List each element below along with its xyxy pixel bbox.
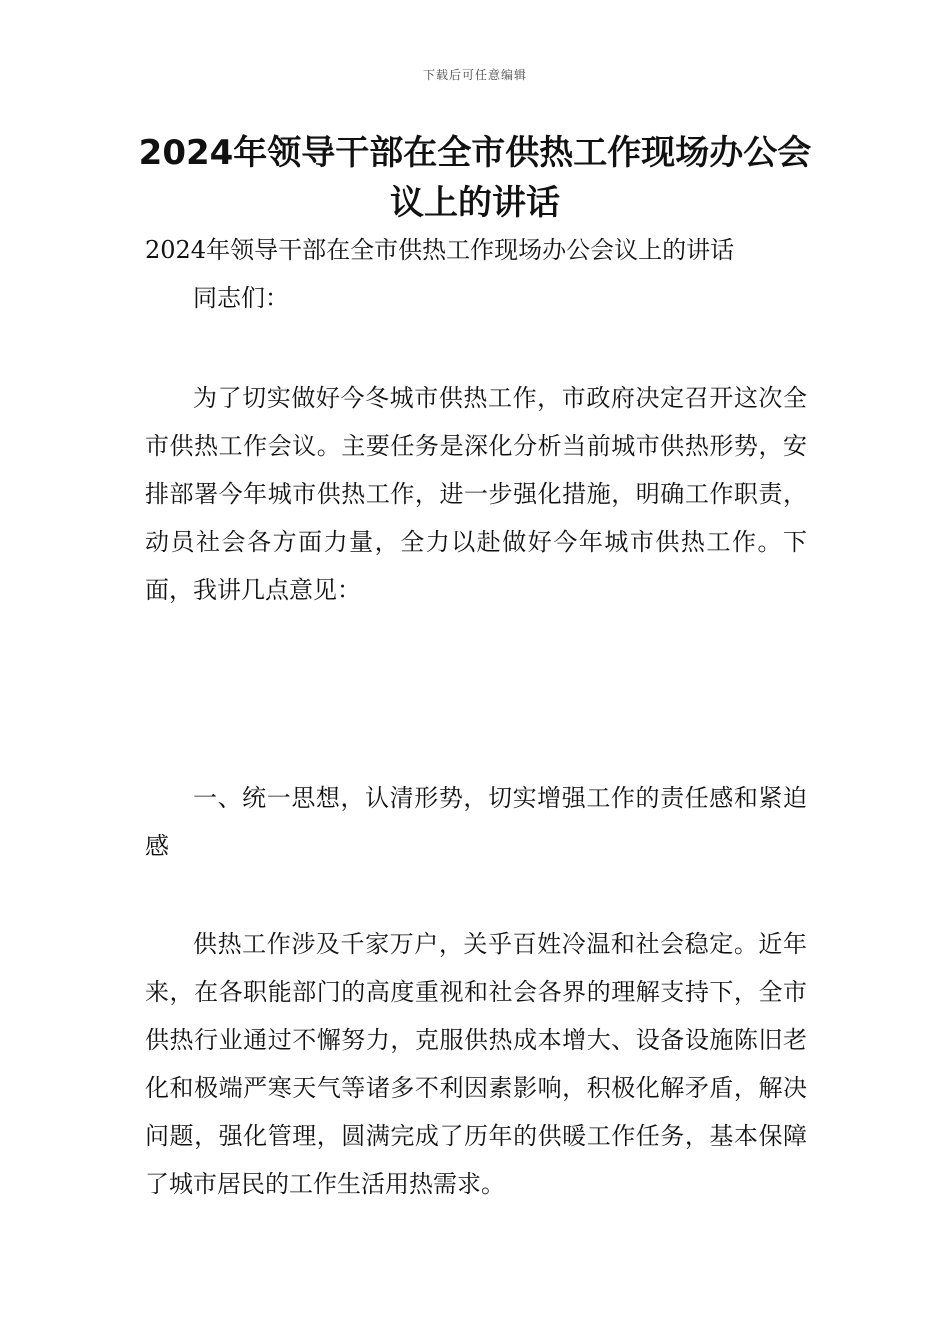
document-title: 2024年领导干部在全市供热工作现场办公会议上的讲话 xyxy=(138,133,812,223)
section-heading-1: 一、统一思想，认清形势，切实增强工作的责任感和紧迫感 xyxy=(145,784,807,860)
paragraph-intro: 为了切实做好今冬城市供热工作，市政府决定召开这次全市供热工作会议。主要任务是深化分析当前城市供热形势，安排部署今年城市供热工作，进一步强化措施，明确工作职责，动员社会各方面力量，全力以赴做好今年城市供热工作。下面，我讲几点意见： xyxy=(145,384,807,604)
document-subtitle: 2024年领导干部在全市供热工作现场办公会议上的讲话 xyxy=(145,236,735,264)
greeting: 同志们： xyxy=(193,284,289,312)
paragraph-section-1: 供热工作涉及千家万户，关乎百姓冷温和社会稳定。近年来，在各职能部门的高度重视和社会各界的理解支持下，全市供热行业通过不懈努力，克服供热成本增大、设备设施陈旧老化和极端严寒天气等诸多不利因素影响，积极化解矛盾，解决问题，强化管理，圆满完成了历年的供暖工作任务，基本保障了城市居民的工作生活用热需求。 xyxy=(145,930,807,1198)
header-note: 下载后可任意编辑 xyxy=(422,68,527,82)
